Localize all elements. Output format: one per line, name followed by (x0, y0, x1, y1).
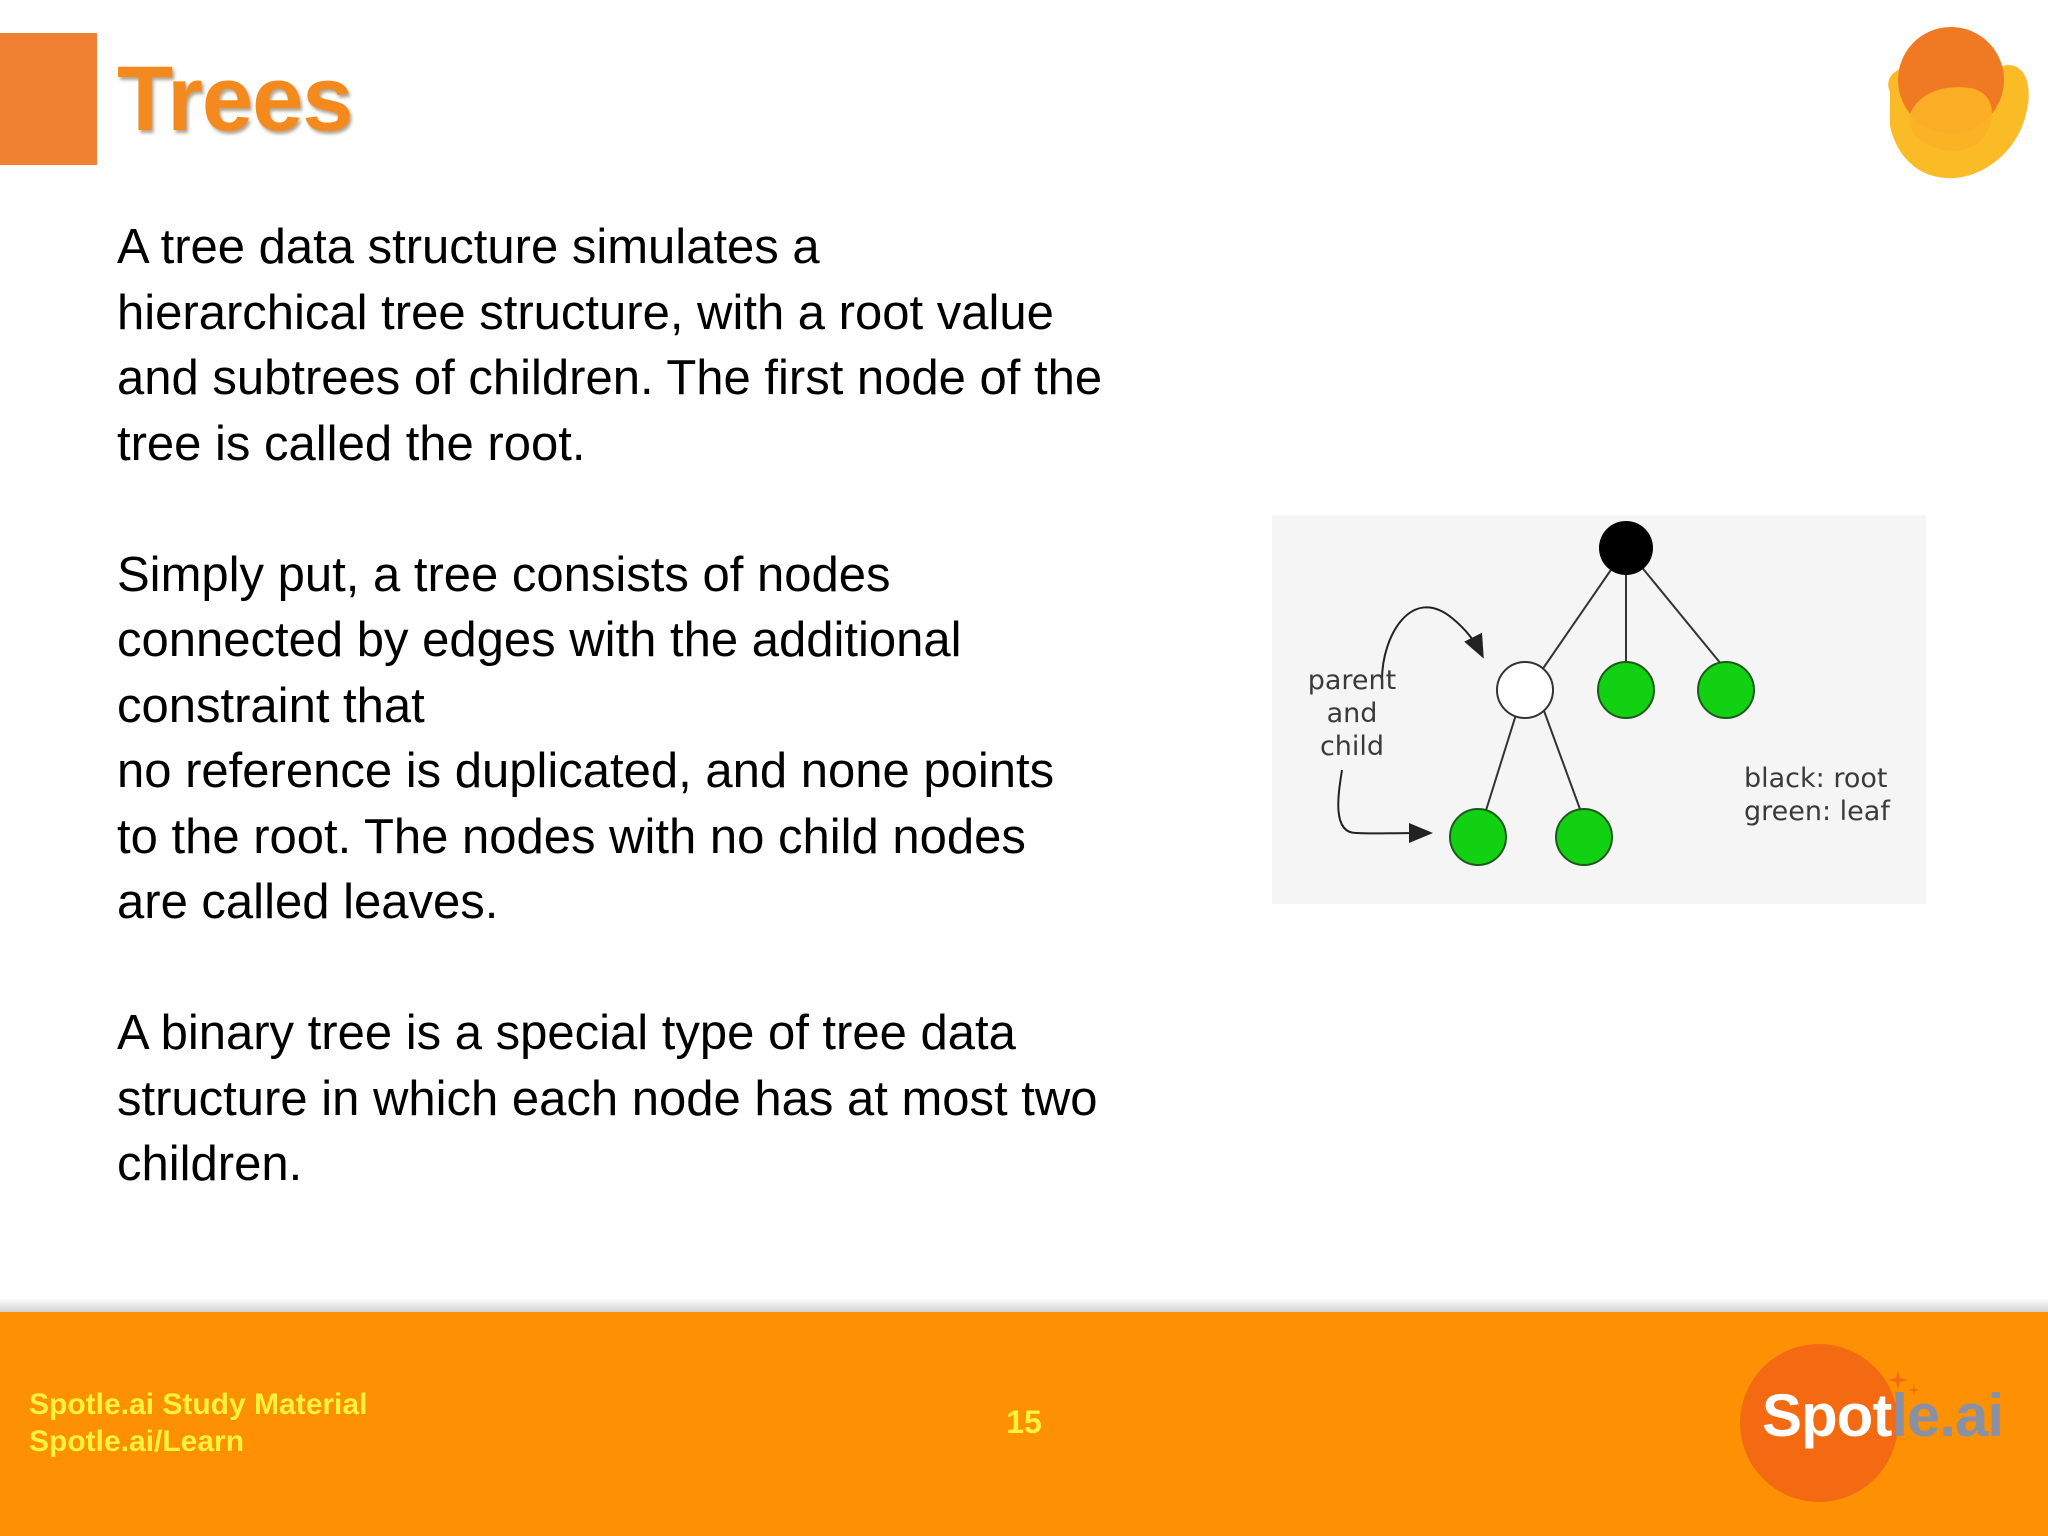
paragraph-binary-tree (117, 1001, 1237, 1198)
brand-logo (1762, 1381, 2003, 1451)
child-node (1497, 662, 1553, 718)
label-line: parent (1307, 665, 1397, 696)
text-line: constraint that (117, 678, 425, 733)
spotle-blob-logo-icon (1862, 14, 2032, 184)
leaf-node (1556, 809, 1612, 865)
footer (0, 1312, 2048, 1536)
parent-child-label (1296, 664, 1408, 763)
root-node (1599, 521, 1653, 575)
label-line: and (1326, 698, 1378, 729)
text-line: children. (117, 1137, 303, 1191)
body-text (117, 215, 1237, 1198)
footer-study-material: Spotle.ai Study Material (29, 1388, 368, 1421)
text-line: A tree data structure simulates a (117, 220, 820, 274)
text-line: hierarchical tree structure, with a root value (117, 285, 1054, 340)
page-number: 15 (1006, 1404, 1042, 1440)
label-line: child (1319, 731, 1385, 762)
text-line: no reference is duplicated, and none points (117, 744, 1055, 798)
text-line: and subtrees of children. The first node of the (117, 351, 1103, 405)
text-line: to the root. The nodes with no child nodes (117, 809, 1026, 864)
text-line: connected by edges with the additional (117, 613, 962, 667)
diagram-legend (1744, 762, 1890, 828)
footer-learn-link: Spotle.ai/Learn (29, 1425, 245, 1458)
text-line: A binary tree is a special type of tree data (117, 1006, 1016, 1060)
text-line: structure in which each node has at most two (117, 1071, 1098, 1126)
leaf-node (1450, 809, 1506, 865)
footer-source (29, 1386, 367, 1460)
tree-diagram (1272, 515, 1926, 904)
slide-title: Trees (117, 48, 353, 150)
leaf-node (1698, 662, 1754, 718)
legend-leaf: green: leaf (1744, 796, 1890, 827)
paragraph-definition (117, 215, 1237, 477)
brand-logo-part2: le.ai (1891, 1382, 2004, 1449)
legend-root: black: root (1744, 763, 1888, 794)
arrow-to-leaf-node (1338, 770, 1429, 833)
text-line: Simply put, a tree consists of nodes (117, 547, 891, 602)
paragraph-nodes-edges (117, 543, 1237, 936)
text-line: are called leaves. (117, 875, 499, 929)
brand-logo-part1: Spot (1762, 1382, 1892, 1449)
text-line: tree is called the root. (117, 416, 586, 471)
title-accent-block (0, 33, 97, 165)
footer-shadow (0, 1298, 2048, 1312)
leaf-node (1598, 662, 1654, 718)
